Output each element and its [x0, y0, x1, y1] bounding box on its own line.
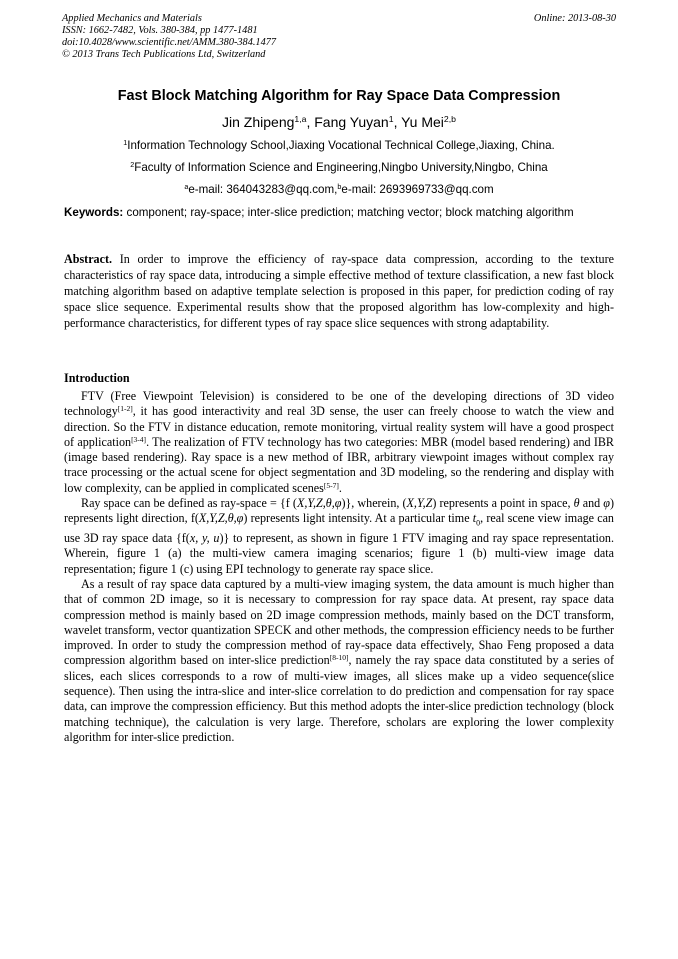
email-sup: b: [337, 182, 342, 192]
affiliation-text: Information Technology School,Jiaxing Vocational Technical College,Jiaxing, China.: [127, 139, 555, 152]
section-heading-introduction: Introduction: [64, 371, 130, 385]
email-sup: a: [184, 182, 189, 192]
email-line: [0, 183, 678, 196]
journal-header: [62, 13, 616, 61]
keywords-label: Keywords:: [64, 206, 124, 219]
abstract: [64, 252, 614, 332]
citation: [1-2]: [117, 404, 133, 414]
author-sup: 2,b: [443, 114, 456, 125]
keywords: [64, 205, 614, 220]
author-name: Fang Yuyan: [314, 114, 389, 130]
author-name: Jin Zhipeng: [222, 114, 295, 130]
introduction-body: [64, 389, 614, 745]
journal-name: Applied Mechanics and Materials: [62, 13, 202, 24]
author-sup: 1,a: [294, 114, 307, 125]
affiliation-2: [0, 161, 678, 174]
affiliation-text: Faculty of Information Science and Engineering,Ningbo University,Ningbo, China: [134, 161, 548, 174]
author-name: Yu Mei: [401, 114, 444, 130]
doi-line: doi:10.4028/www.scientific.net/AMM.380-384.1477: [62, 37, 277, 48]
affiliation-1: [0, 139, 678, 152]
author-list: Jin Zhipeng$^{1,a}$, Fang Yuyan$^1$, Yu Mei$^{2,b}$: [222, 114, 456, 130]
author-sup: 1: [388, 114, 394, 125]
online-date: Online: 2013-08-30: [533, 13, 616, 24]
email-b: e-mail: 2693969733@qq.com: [341, 183, 494, 196]
paragraph-1: FTV (Free Viewpoint Television) is considered to be one of the developing directions of 3D video technology[1-2], it has good interactivity and real 3D sense, the user can freely choose to watch the view and direction. So the FTV in distance education, remote monitoring, virtual reality system will have a good prospect of application[3-4]. The realization of FTV technology has two categories: MBR (model based rendering) and IBR (image based rendering). Ray space is a new method of IBR, arbitrary viewpoint images without complex ray trace processing or the actual scene for object segmentation and 3D modeling, so the rendering and display with low complexity, can be applied in complicated scenes[5-7].: [64, 389, 614, 495]
paper-title: Fast Block Matching Algorithm for Ray Space Data Compression: [117, 88, 561, 104]
email-a: e-mail: 364043283@qq.com,: [188, 183, 338, 196]
copyright-line: © 2013 Trans Tech Publications Ltd, Switzerland: [62, 49, 266, 60]
affiliation-sup: 2: [130, 160, 135, 170]
keywords-text: component; ray-space; inter-slice prediction; matching vector; block matching algorithm: [126, 206, 574, 219]
abstract-label: Abstract.: [64, 252, 113, 266]
citation: [5-7]: [323, 480, 339, 490]
paragraph-2: Ray space can be defined as ray-space = {f (X,Y,Z,θ,φ)}, wherein, (X,Y,Z) represents a point in space, θ and φ) represents light direction, f(X,Y,Z,θ,φ) represents light intensity. At a particular time $t_0$, real scene view image can use 3D ray space data {f(x, y, u)} to represent, as shown in figure 1 FTV imaging and ray space representation. Wherein, figure 1 (a) the multi-view camera imaging scenarios; figure 1 (b) multi-view image data representation; figure 1 (c) using EPI technology to generate ray space slice.: [64, 496, 615, 576]
paragraph-3: As a result of ray space data captured by a multi-view imaging system, the data amount is much higher than that of common 2D image, so it is necessary to compression for ray space data. At present, ray space data compression method is mainly based on 2D image compression methods, mainly based on the DCT transform, wavelet transform, vector quantization SPECK and other methods, the compression efficiency needs to be further improved. In order to study the compression method of ray-space data effectively, Shao Feng proposed a data compression algorithm based on inter-slice prediction[8-10], namely the ray space data constituted by a series of slices, each slices corresponds to a row of multi-view images, all slices make up a video sequence(slice sequence). Then using the intra-slice and inter-slice correlation to do prediction and compensation for ray space data, can improve the compression efficiency. But this method adopts the inter-slice prediction technology (block matching technique), the calculation is very large. Therefore, scholars are exploring the lower complexity algorithm for inter-slice prediction.: [64, 576, 614, 744]
citation: [8-10]: [329, 653, 349, 663]
affiliation-sup: 1: [123, 138, 128, 148]
abstract-text: In order to improve the efficiency of ray-space data compression, according to the texture characteristics of ray space data, introducing a simple effective method of texture classification, a new fast block matching algorithm based on adaptive template selection is proposed in this paper, for prediction coding of ray space slice sequence. Experimental results show that the proposed algorithm has low-complexity and high-performance characteristics, for different types of ray space slice sequences with strong adaptability.: [64, 252, 614, 330]
issn-line: ISSN: 1662-7482, Vols. 380-384, pp 1477-1481: [62, 25, 258, 36]
citation: [3-4]: [131, 434, 147, 444]
